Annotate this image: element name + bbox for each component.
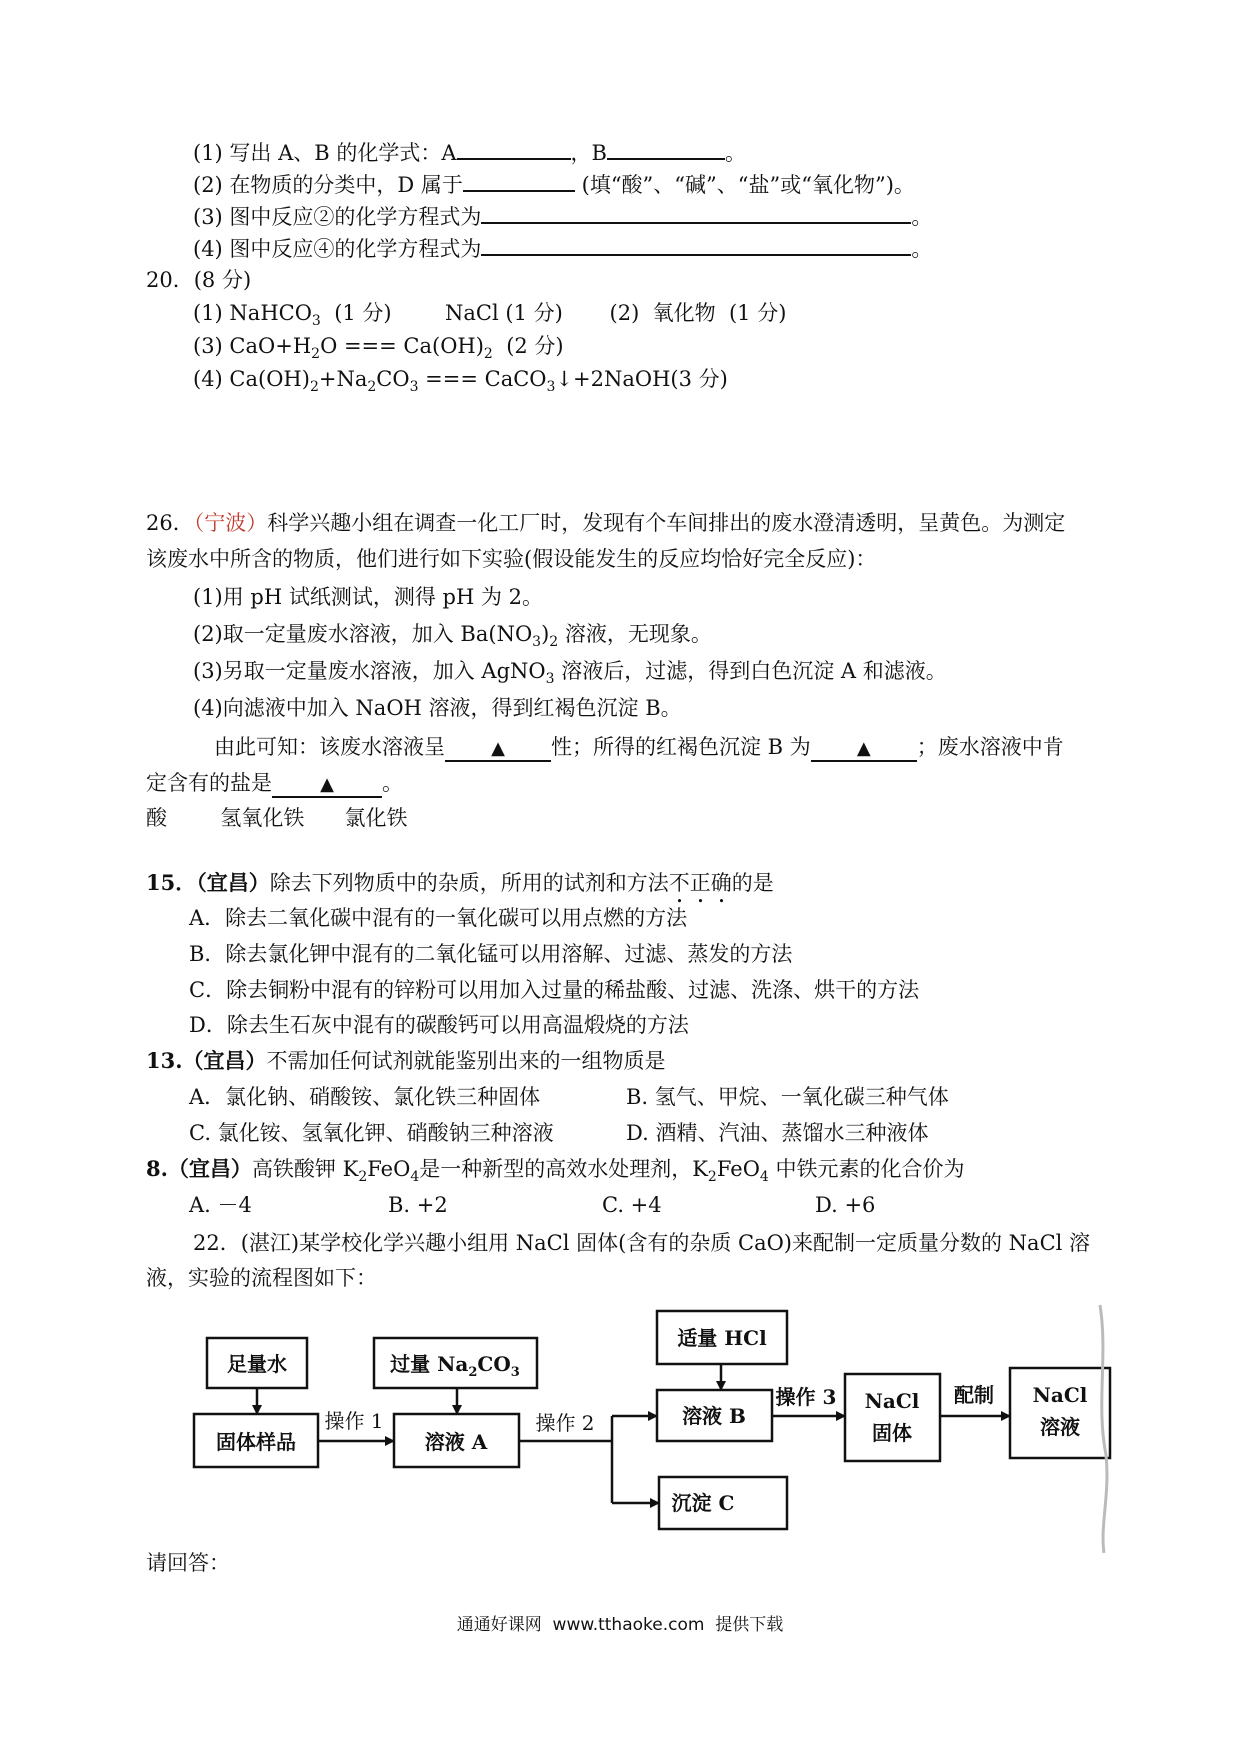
q19-part1: (1) 写出 A、B 的化学式：A ，B 。 — [193, 138, 746, 167]
q19-part4: (4) 图中反应④的化学方程式为 。 — [193, 234, 932, 263]
q20-answer-3: (3) $CaO+H_2O$ === $Ca(OH)_2$ (2 分) — [193, 334, 564, 363]
label-sample: 固体样品 — [216, 1430, 296, 1454]
blank-a — [457, 138, 571, 160]
q15-option-c: C．除去铜粉中混有的锌粉可以用加入过量的稀盐酸、过滤、洗涤、烘干的方法 — [189, 978, 920, 1002]
answer-prompt: 请回答： — [146, 1551, 230, 1575]
q8-option-d: D. +6 — [815, 1193, 876, 1217]
label-na2co3: 过量 $Na_2CO_3$ — [390, 1352, 520, 1380]
label-precipitate-c: 沉淀 C — [671, 1491, 735, 1515]
q26-step4: (4)向滤液中加入 NaOH 溶液，得到红褐色沉淀 B。 — [193, 696, 682, 720]
label-solution-a: 溶液 A — [424, 1430, 488, 1454]
q26-step1: (1)用 pH 试纸测试，测得 pH 为 2。 — [193, 585, 543, 609]
q26-step2: (2)取一定量废水溶液，加入 $Ba(NO_3)_2$ 溶液，无现象。 — [193, 622, 712, 651]
label-op1: 操作 1 — [324, 1409, 384, 1433]
box-nacl-solution — [1010, 1368, 1110, 1458]
page-footer: 通通好课网 www.tthaoke.com 提供下载 — [456, 1615, 784, 1635]
label-water: 足量水 — [227, 1352, 287, 1376]
q22-stem-line1: 22．(湛江)某学校化学兴趣小组用 NaCl 固体(含有的杂质 CaO)来配制一定质量分数的 NaCl 溶 — [193, 1231, 1091, 1255]
q13-option-b: B. 氢气、甲烷、一氧化碳三种气体 — [626, 1085, 949, 1109]
label-nacl-solution-2: 溶液 — [1040, 1415, 1080, 1439]
label-nacl-solid-1: NaCl — [864, 1389, 920, 1413]
q26-conclusion-line2: 定含有的盐是 ▲ 。 — [146, 769, 403, 798]
answer-blank-1: ▲ — [445, 738, 551, 762]
region-tag: （宁波） — [193, 511, 268, 535]
q20-heading: 20．(8 分) — [146, 268, 252, 292]
blank-b — [607, 138, 725, 160]
q15-option-a: A．除去二氧化碳中混有的一氧化碳可以用点燃的方法 — [189, 906, 688, 930]
label-op3: 操作 3 — [775, 1385, 837, 1409]
q19-part3: (3) 图中反应②的化学方程式为 。 — [193, 202, 932, 231]
answer-blank-2: ▲ — [811, 738, 917, 762]
q13-option-d: D. 酒精、汽油、蒸馏水三种液体 — [626, 1121, 929, 1145]
q26-stem-line2: 该废水中所含的物质，他们进行如下实验(假设能发生的反应均恰好完全反应)： — [146, 547, 877, 571]
q20-answer-1: (1) NaHCO$_3$ (1 分) NaCl (1 分) (2) 氧化物 (1 分) — [193, 301, 787, 330]
q13-option-a: A．氯化钠、硝酸铵、氯化铁三种固体 — [189, 1085, 541, 1109]
q19-part2: (2) 在物质的分类中，D 属于 (填“酸”、“碱”、“盐”或“氧化物”)。 — [193, 170, 915, 199]
label-hcl: 适量 HCl — [677, 1326, 767, 1350]
label-prep: 配制 — [954, 1383, 994, 1407]
label-nacl-solid-2: 固体 — [872, 1421, 912, 1445]
scan-edge-artifact — [1100, 1305, 1107, 1553]
q26-stem-line1: 26．（宁波）科学兴趣小组在调查一化工厂时，发现有个车间排出的废水澄清透明，呈黄色。为测定 — [146, 511, 1066, 535]
q13-stem: 13.（宜昌）不需加任何试剂就能鉴别出来的一组物质是 — [146, 1048, 666, 1073]
blank-eq4 — [481, 234, 911, 256]
q20-answer-4: (4) $Ca(OH)_2+Na_2CO_3$ === CaCO$_3$↓+2NaOH(3 分) — [193, 367, 728, 396]
blank-d — [463, 170, 575, 192]
flowchart — [0, 1295, 1240, 1555]
q8-option-a: A. －4 — [189, 1193, 252, 1217]
q15-stem: 15．（宜昌）除去下列物质中的杂质，所用的试剂和方法不正确的是 — [146, 870, 774, 895]
label-solution-b: 溶液 B — [682, 1404, 746, 1428]
blank-eq2 — [481, 202, 911, 224]
emphasis-not-correct: 不正确 — [668, 871, 732, 895]
q15-option-b: B．除去氯化钾中混有的二氧化锰可以用溶解、过滤、蒸发的方法 — [189, 942, 793, 966]
q26-conclusion-line1: 由此可知：该废水溶液呈 ▲ 性；所得的红褐色沉淀 B 为 ▲ ；废水溶液中肯 — [214, 733, 1064, 762]
q8-option-b: B. +2 — [388, 1193, 448, 1217]
answer-blank-3: ▲ — [272, 774, 382, 798]
label-op2: 操作 2 — [535, 1411, 595, 1435]
q26-step3: (3)另取一定量废水溶液，加入 AgNO$_3$ 溶液后，过滤，得到白色沉淀 A 和滤液。 — [193, 659, 947, 688]
q26-answers: 酸 氢氧化铁 氯化铁 — [146, 806, 408, 830]
box-nacl-solid — [845, 1374, 940, 1461]
q13-option-c: C. 氯化铵、氢氧化钾、硝酸钠三种溶液 — [189, 1121, 554, 1145]
q8-stem: 8.（宜昌）高铁酸钾 $K_2FeO_4$是一种新型的高效水处理剂，$K_2FeO_4$ 中铁元素的化合价为 — [146, 1156, 965, 1186]
q8-option-c: C. +4 — [602, 1193, 662, 1217]
q15-option-d: D．除去生石灰中混有的碳酸钙可以用高温煅烧的方法 — [189, 1013, 689, 1037]
label-nacl-solution-1: NaCl — [1032, 1383, 1088, 1407]
q22-stem-line2: 液，实验的流程图如下： — [146, 1266, 377, 1290]
